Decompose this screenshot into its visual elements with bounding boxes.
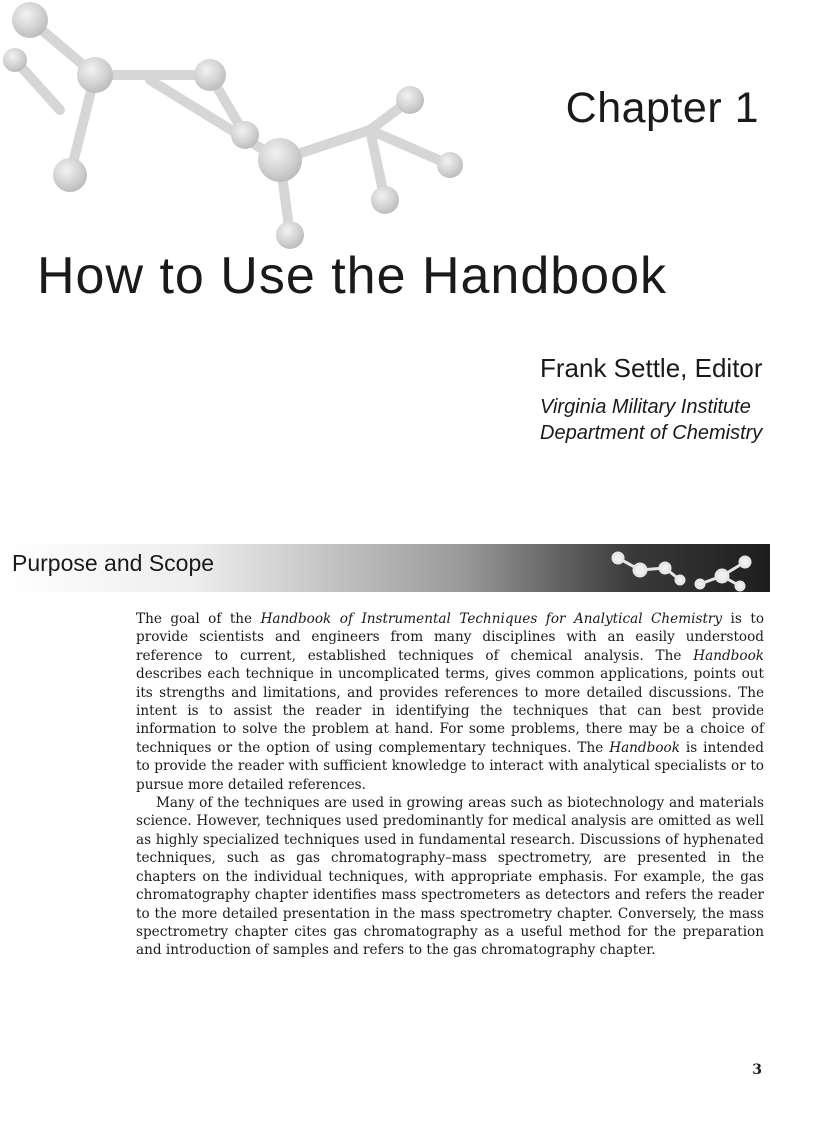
author-name: Frank Settle, Editor bbox=[540, 353, 763, 383]
paragraph-2: Many of the techniques are used in growing areas such as biotechnology and materials science. However, techniques used predominantly for medical analysis are omitted as well as highly specialized techniques used in fundamental research. Discussions of hyphenated techniques, such as gas chromatography–mass spectrometry, are presented in the chapters on the individual techniques, with appropriate emphasis. For example, the gas chromatography chapter identifies mass spectrometers as detectors and refers the reader to the more detailed presentation in the mass spectrometry chapter. Conversely, the mass spectrometry chapter cites gas chromatography as a useful method for the preparation and introduction of samples and refers to the gas chromatography chapter. bbox=[136, 795, 764, 959]
section-heading: Purpose and Scope bbox=[12, 550, 215, 576]
molecule-illustration bbox=[0, 0, 470, 260]
chapter-title: How to Use the Handbook bbox=[37, 247, 668, 305]
page-number: 3 bbox=[752, 1062, 762, 1078]
author-block bbox=[540, 353, 800, 446]
section-banner bbox=[0, 540, 770, 596]
paragraph-1: The goal of the Handbook of Instrumental Techniques for Analytical Chemistry is to provide scientists and engineers from many disciplines with an easily understood reference to current, established techniques of chemical analysis. The Handbook describes each technique in uncomplicated terms, gives common applications, points out its strengths and limitations, and provides references to more detailed discussions. The intent is to assist the reader in identifying the techniques that can best provide information to solve the problem at hand. For some problems, there may be a choice of techniques or the option of using complementary techniques. The Handbook is intended to provide the reader with sufficient knowledge to interact with analytical specialists or to pursue more detailed references. bbox=[136, 611, 765, 793]
affiliation-department: Department of Chemistry bbox=[540, 422, 763, 444]
affiliation-institute: Virginia Military Institute bbox=[540, 396, 751, 418]
chapter-label: Chapter 1 bbox=[565, 84, 759, 132]
body-text bbox=[136, 610, 764, 960]
